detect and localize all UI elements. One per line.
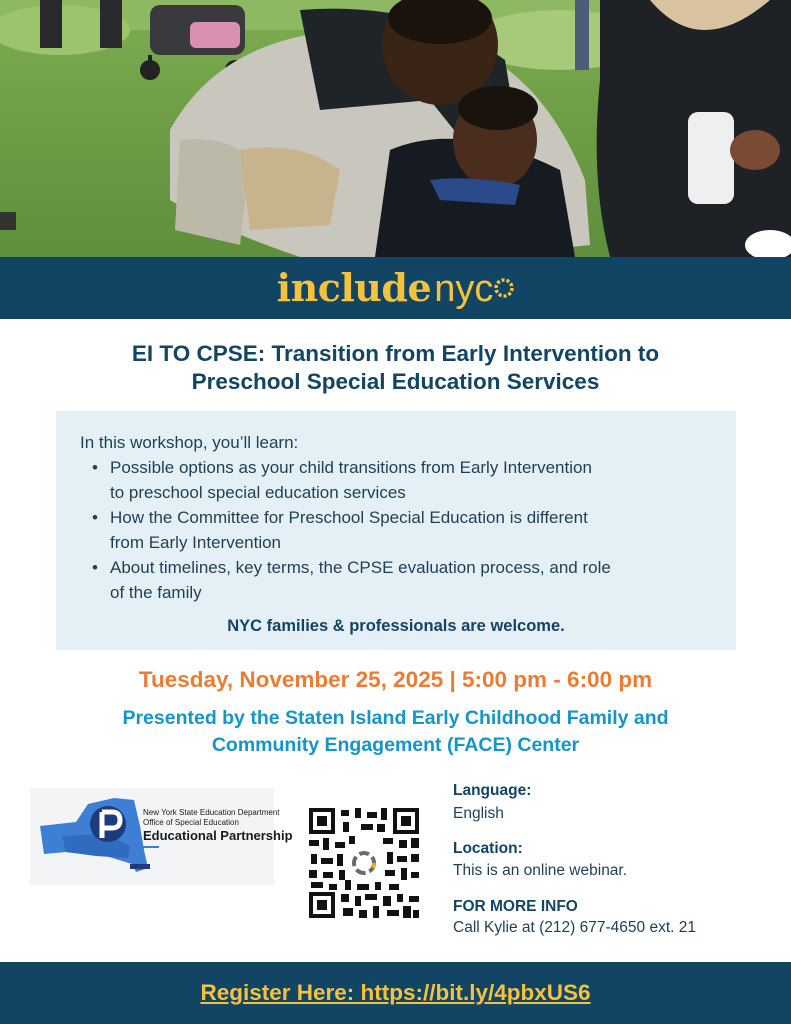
list-item-line: from Early Intervention bbox=[110, 533, 282, 552]
qr-code-icon[interactable] bbox=[309, 808, 419, 918]
logo-text-line-2: Office of Special Education bbox=[143, 818, 239, 827]
list-item bbox=[92, 505, 712, 555]
more-info-contact: Call Kylie at (212) 677-4650 ext. 21 bbox=[453, 919, 696, 936]
list-item-line: of the family bbox=[110, 583, 202, 602]
logo-text-line-3: Educational Partnership bbox=[143, 828, 293, 843]
list-item bbox=[92, 555, 712, 605]
welcome-note: NYC families & professionals are welcome. bbox=[227, 617, 565, 635]
register-footer bbox=[0, 962, 791, 1024]
hero-photo-illustration bbox=[0, 0, 791, 257]
adult-woman bbox=[597, 0, 791, 257]
sunburst-icon bbox=[494, 278, 514, 298]
workshop-intro: In this workshop, you’ll learn: bbox=[80, 433, 299, 452]
workshop-title-line-2: Preschool Special Education Services bbox=[191, 369, 600, 394]
logo-underline bbox=[143, 846, 159, 848]
language-value: English bbox=[453, 805, 504, 822]
include-nyc-logo bbox=[276, 264, 515, 310]
language-label: Language: bbox=[453, 782, 532, 799]
more-info-label: FOR MORE INFO bbox=[453, 898, 578, 915]
event-date-time: Tuesday, November 25, 2025 | 5:00 pm - 6:00 pm bbox=[138, 667, 653, 692]
presenter-line-1: Presented by the Staten Island Early Childhood Family and bbox=[122, 707, 669, 729]
brand-header bbox=[0, 257, 791, 319]
new-york-state-map-icon bbox=[36, 796, 154, 878]
location-label: Location: bbox=[453, 840, 523, 857]
list-item-line: to preschool special education services bbox=[110, 483, 406, 502]
brand-word-include: include bbox=[276, 264, 432, 310]
presenter-line-2: Community Engagement (FACE) Center bbox=[211, 734, 580, 756]
presenter-credit bbox=[40, 705, 751, 759]
hero-photo bbox=[0, 0, 791, 257]
workshop-title bbox=[40, 340, 751, 396]
list-item bbox=[92, 455, 712, 505]
brand-word-nyc: nyc bbox=[434, 267, 494, 310]
list-item-line: • How the Committee for Preschool Special Education is different bbox=[110, 508, 588, 527]
workshop-title-line-1: EI TO CPSE: Transition from Early Intervention to bbox=[131, 341, 660, 366]
list-item-line: • Possible options as your child transitions from Early Intervention bbox=[110, 458, 592, 477]
learning-points-list bbox=[92, 455, 712, 605]
logo-text-line-1: New York State Education Department bbox=[143, 808, 280, 817]
location-value: This is an online webinar. bbox=[453, 862, 628, 879]
list-item-line: • About timelines, key terms, the CPSE evaluation process, and role bbox=[110, 558, 611, 577]
register-link[interactable]: Register Here: https://bit.ly/4pbxUS6 bbox=[200, 980, 591, 1005]
